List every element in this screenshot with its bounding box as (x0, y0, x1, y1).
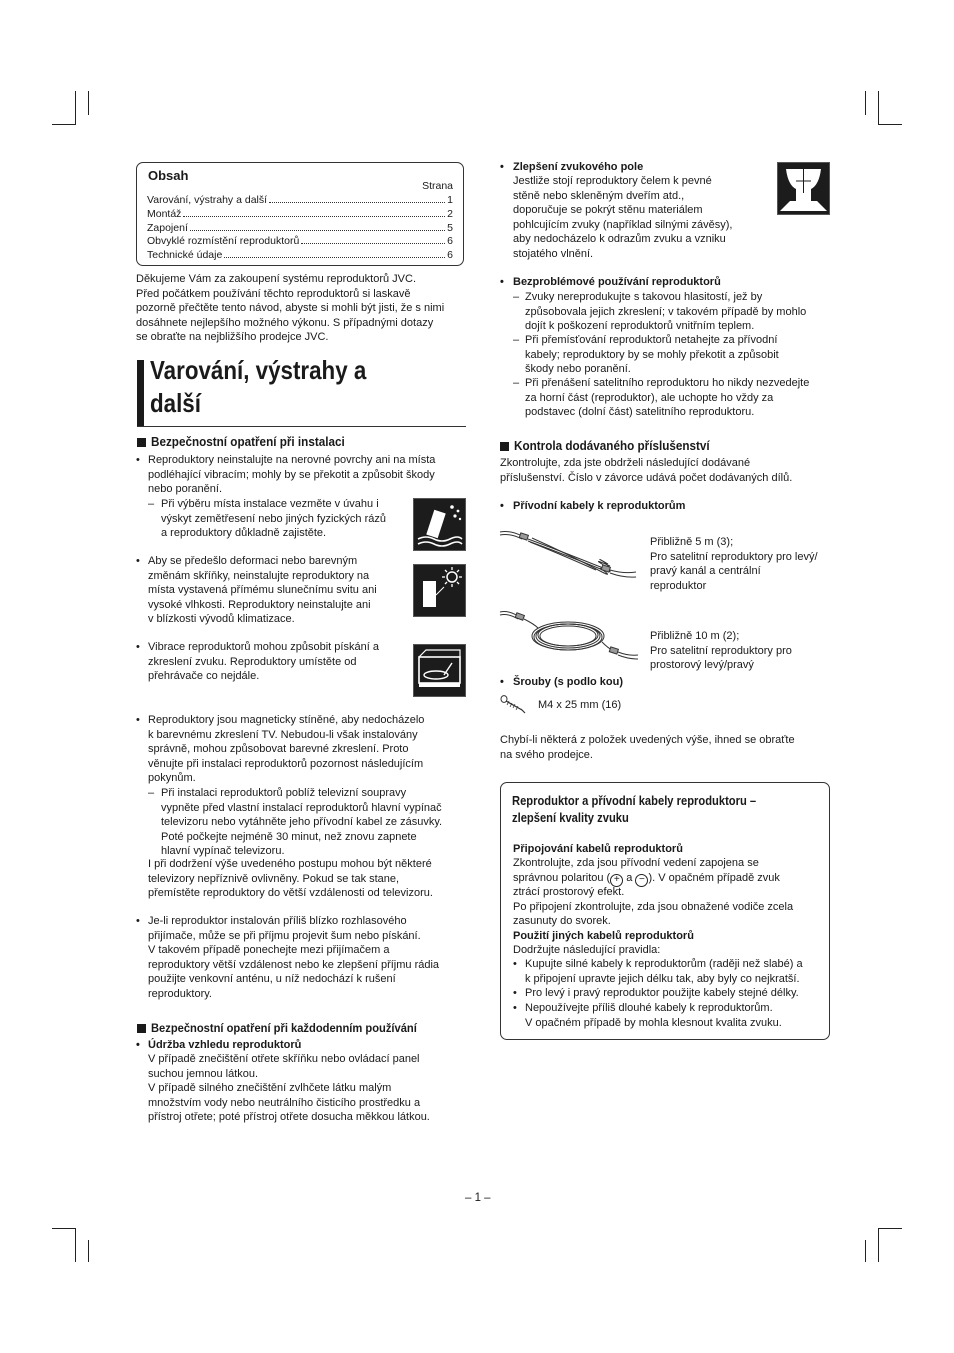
install-bullet-3 (148, 640, 410, 684)
toc-row-page: 6 (447, 249, 453, 262)
toc-leader-dots (183, 216, 445, 217)
text-line: Reproduktory jsou magneticky stíněné, aby nedocházelo (148, 714, 425, 726)
text-line: Poté počkejte nejméně 30 minut, než znovu zapnete (161, 830, 417, 843)
install-heading: Bezpečnostní opatření při instalaci (137, 434, 366, 450)
text-line: Aby se předešlo deformaci nebo barevným (148, 555, 358, 567)
text-line: Přibližně 10 m (2); (650, 630, 740, 642)
text-line: nebo poranění. (148, 483, 223, 496)
bullet: • (136, 641, 140, 653)
text-line: prostorový levý/pravý (650, 659, 754, 672)
screws-spec: M4 x 25 mm (16) (538, 699, 622, 711)
bullet: • (136, 915, 140, 927)
text-line: Chybí-li některá z položek uvedených výše, ihned se obraťte (500, 734, 795, 746)
text-line: Je-li reproduktor instalován příliš blízko rozhlasového (148, 915, 407, 927)
text-line: Nepoužívejte příliš dlouhé kabely k reproduktorům. (525, 1002, 773, 1014)
text-line: aby nedocházelo k odrazům zvuku a vzniku (513, 233, 726, 246)
install-bullet-4-after (148, 857, 470, 901)
bullet: • (136, 1039, 140, 1051)
cable-5m-text (650, 535, 835, 593)
toc-leader-dots (224, 257, 445, 258)
earthquake-warning-icon (413, 498, 466, 551)
text-line: na svého prodejce. (500, 748, 593, 761)
install-bullet-1 (148, 453, 468, 497)
speaker-cable-10m-illustration (498, 604, 640, 666)
daily-subheading: Údržba vzhledu reproduktorů (148, 1039, 302, 1051)
dash: – (513, 377, 520, 389)
toc-rows (147, 194, 453, 263)
accessories-heading: Kontrola dodávaného příslušenství (500, 438, 731, 454)
text-line: pokynům. (148, 772, 196, 785)
text-line: Po připojení zkontrolujte, zda jsou obnažené vodiče zcela (513, 900, 794, 913)
text-line: suchou jemnou látkou. (148, 1067, 259, 1080)
text-line: výskyt zemětřesení nebo jiných fyzických rázů (161, 512, 386, 525)
text-line: reproduktor (650, 579, 707, 592)
text-line: I při dodržení výše uvedeného postupu mohou být některé (148, 858, 432, 870)
text-line: hlavní vypínač televizoru. (161, 845, 285, 858)
bullet: • (513, 1002, 517, 1014)
text-line: doporučuje se pokrýt stěnu materiálem (513, 204, 703, 217)
toc-row (147, 249, 453, 263)
text-line: Zvuky nereprodukujte s takovou hlasitostí, jež by (525, 291, 763, 303)
text-line: přijímače, může se při příjmu projevit šum nebo pískání. (148, 929, 421, 942)
text-line: zasunuty do svorek. (513, 915, 611, 928)
toc-row-label: Varování, výstrahy a další (147, 194, 268, 206)
text-line: televizoru nebo vytáhněte jeho přívodní kabel ze zásuvky. (161, 816, 443, 829)
text-line: místa vystavená přímému slunečnímu svitu ani (148, 584, 377, 597)
text-line: věnujte při instalaci reproduktorů pozornost následujícím (148, 757, 424, 770)
text-line: k připojení upravte jejich délku tak, aby byly co nejkratší. (525, 972, 800, 985)
text-line: se obraťte na nejbližšího prodejce JVC. (136, 331, 329, 344)
toc-row (147, 194, 453, 208)
install-bullet-4-dash (161, 786, 471, 859)
text-line: a reproduktory důkladně zajistěte. (161, 527, 327, 540)
turntable-icon (413, 644, 466, 697)
text-line: Kupujte silné kabely k reproduktorům (raději než slabé) a (525, 958, 803, 970)
plus-terminal-icon: + (610, 874, 623, 887)
text-line: podstavec (dolní část) satelitního reproduktoru. (525, 406, 755, 419)
use-dash-1 (525, 290, 835, 334)
text-line: Při přemísťování reproduktorů netahejte za přívodní (525, 334, 778, 346)
page-title: Varování, výstrahy a další (150, 355, 367, 418)
text-line: ztrácí prostorový efekt. (513, 886, 625, 898)
dash: – (148, 787, 155, 799)
rule-2 (525, 986, 830, 1001)
bullet: • (500, 500, 504, 512)
intro-paragraph (136, 272, 471, 345)
text-line: Před počátkem používání těchto reproduktorů si laskavě (136, 287, 411, 300)
polarity-rest (513, 885, 828, 929)
toc-leader-dots (301, 243, 445, 244)
text-line: správně, mohou způsobovat barevné zkreslení. Proto (148, 743, 409, 756)
connecting-cables-subheading: Připojování kabelů reproduktorů (513, 843, 683, 855)
bullet: • (136, 454, 140, 466)
text-line: vysoké vlhkosti. Reproduktory neinstalujte ani (148, 598, 371, 611)
page-number: – 1 – (465, 1192, 491, 1204)
cable-quality-box (500, 782, 830, 1040)
text-line: V případě znečištění otřete skříňku nebo ovládací panel (148, 1053, 420, 1065)
text-line: Pro levý i pravý reproduktor použijte kabely stejné délky. (525, 987, 799, 999)
text-line: V případě silného znečištění zvlhčete látku malým (148, 1082, 392, 1095)
rules-intro: Dodržujte následující pravidla: (513, 944, 661, 956)
text-line: stěně nebo skleněným dveřím atd., (513, 189, 685, 202)
install-bullet-4 (148, 713, 470, 786)
text-line: přístroj otřete; poté přístroj otřete dosucha měkkou látkou. (148, 1111, 430, 1124)
bullet: • (513, 958, 517, 970)
text-line: pravý kanál a centrální (650, 565, 761, 578)
polarity-line-2: správnou polaritou ( + a − ). V opačném případě zvuk (513, 872, 780, 885)
text-line: stojatého vlnění. (513, 247, 594, 260)
text-line: Zkontrolujte, zda jste obdrželi následující dodávané (500, 457, 751, 469)
screws-title: Šrouby (s podlo kou) (513, 676, 623, 688)
text-line: za horní část (reproduktor), ale uchopte ho vždy za (525, 391, 774, 404)
use-dash-2 (525, 333, 835, 377)
bullet: • (136, 555, 140, 567)
bullet: • (500, 161, 504, 173)
toc-row-page: 1 (447, 194, 453, 206)
text-line: Reproduktory neinstalujte na nerovné povrchy ani na místa (148, 454, 436, 466)
text-line: V takovém případě ponechejte mezi přijímačem a (148, 944, 390, 957)
toc-row-page: 2 (447, 207, 453, 220)
text-line: množstvím vody nebo neutrálního čisticího prostředku a (148, 1096, 421, 1109)
cables-title: Přívodní kabely k reproduktorům (513, 500, 686, 512)
install-bullet-2 (148, 554, 410, 627)
sunlight-warning-icon (413, 564, 466, 617)
daily-heading: Bezpečnostní opatření při každodenním používání (137, 1020, 446, 1036)
toc-leader-dots (190, 230, 445, 231)
text-line: pohlcujícím zvuky (například silnými závěsy), (513, 218, 733, 231)
sound-field-title: Zlepšení zvukového pole (513, 161, 644, 173)
text-line: Jestliže stojí reproduktory čelem k pevné (513, 175, 712, 187)
text-line: Vibrace reproduktorů mohou způsobit pískání a (148, 641, 379, 653)
text-line: televizory nepříznivě ovlivněny. Pokud se tak stane, (148, 872, 400, 885)
table-of-contents (136, 162, 464, 266)
bullet: • (136, 714, 140, 726)
text-line: změnám skříňky, neinstalujte reproduktory na (148, 569, 370, 582)
toc-row-label: Technické údaje (147, 249, 223, 262)
use-title: Bezproblémové používání reproduktorů (513, 276, 721, 288)
toc-row-label: Obvyklé rozmístění reproduktorů (147, 235, 300, 248)
text-line: Při přenášení satelitního reproduktoru ho nikdy nezvedejte (525, 377, 810, 389)
bullet: • (500, 676, 504, 688)
toc-row-label: Montáž (147, 207, 182, 220)
text-line: reproduktory. (148, 987, 212, 1000)
text-line: škody nebo poranění. (525, 363, 631, 376)
toc-page-header: Strana (422, 180, 453, 192)
daily-text (148, 1052, 470, 1125)
text-line: Při instalaci reproduktorů poblíž televizní soupravy (161, 787, 407, 799)
text-line: Pro satelitní reproduktory pro (650, 644, 792, 657)
text-line: pozorně přečtěte tento návod, abyste si mohli být jisti, že s nimi (136, 302, 445, 315)
text-line: způsobovala jejich zkreslení; v takovém případě by mohlo (525, 305, 807, 318)
text-line: reproduktory větší vzdálenost nebo ke zlepšení příjmu rádia (148, 958, 440, 971)
text-line: kabely; reproduktory by se mohly překotit a způsobit (525, 348, 779, 361)
dash: – (513, 291, 520, 303)
bullet: • (500, 276, 504, 288)
toc-row-page: 5 (447, 221, 453, 234)
toc-row-page: 6 (447, 235, 453, 248)
text-line: přehrávače co nejdále. (148, 670, 260, 683)
toc-row-label: Zapojení (147, 221, 188, 234)
text-line: v blízkosti vývodů klimatizace. (148, 613, 295, 626)
text-line: zkreslení zvuku. Reproduktory umístěte od (148, 655, 357, 668)
dash: – (148, 498, 155, 510)
text-line: dojít k poškození reproduktorů vnitřním teplem. (525, 320, 755, 333)
text-line: dosáhnete nejlepšího možného výkonu. S případnými dotazy (136, 316, 434, 329)
missing-parts-text (500, 733, 835, 762)
install-bullet-1-dash (161, 497, 409, 541)
title-underline (137, 426, 466, 427)
text-line: Při výběru místa instalace vezměte v úvahu i (161, 498, 379, 510)
text-line: k barevnému zkreslení TV. Nebudou-li však instalovány (148, 728, 418, 741)
curtain-window-icon (777, 162, 830, 215)
sound-field-text (513, 174, 775, 262)
text-line: použijte venkovní anténu, u níž nedochází k rušení (148, 973, 396, 986)
cable-box-title: Reproduktor a přívodní kabely reproduktoru – zlepšení kvality zvuku (512, 793, 757, 825)
accessories-text (500, 456, 835, 485)
dash: – (513, 334, 520, 346)
toc-row (147, 222, 453, 236)
minus-terminal-icon: − (635, 874, 648, 887)
toc-row (147, 235, 453, 249)
text-line: Pro satelitní reproduktory pro levý/ (650, 550, 818, 563)
speaker-cable-5m-illustration (498, 522, 640, 584)
bullet: • (513, 987, 517, 999)
square-bullet-icon (500, 442, 509, 451)
use-dash-3 (525, 376, 835, 420)
square-bullet-icon (137, 438, 146, 447)
text-line: Přibližně 5 m (3); (650, 536, 734, 548)
text-line: Děkujeme Vám za zakoupení systému reproduktorů JVC. (136, 273, 417, 285)
install-bullet-5 (148, 914, 470, 1002)
rule-1 (525, 957, 830, 986)
toc-row (147, 208, 453, 222)
title-bar (137, 360, 144, 426)
toc-title: Obsah (148, 168, 189, 183)
text-line: V opačném případě by mohla klesnout kvalita zvuku. (525, 1016, 782, 1029)
polarity-line-1: Zkontrolujte, zda jsou přívodní vedení zapojena se (513, 857, 759, 869)
screw-icon (500, 695, 528, 715)
cable-10m-text (650, 629, 835, 673)
text-line: podléhající vibracím; mohly by se překotit a způsobit škody (148, 468, 435, 481)
other-cables-subheading: Použití jiných kabelů reproduktorů (513, 930, 694, 942)
rule-3 (525, 1001, 830, 1030)
text-line: příslušenství. Číslo v závorce udává počet dodávaných dílů. (500, 471, 793, 484)
text-line: přemístěte reproduktory do větší vzdálenosti od televizoru. (148, 887, 433, 900)
square-bullet-icon (137, 1024, 146, 1033)
toc-leader-dots (269, 202, 445, 203)
text-line: vypněte před vlastní instalací reproduktorů hlavní vypínač (161, 801, 442, 814)
